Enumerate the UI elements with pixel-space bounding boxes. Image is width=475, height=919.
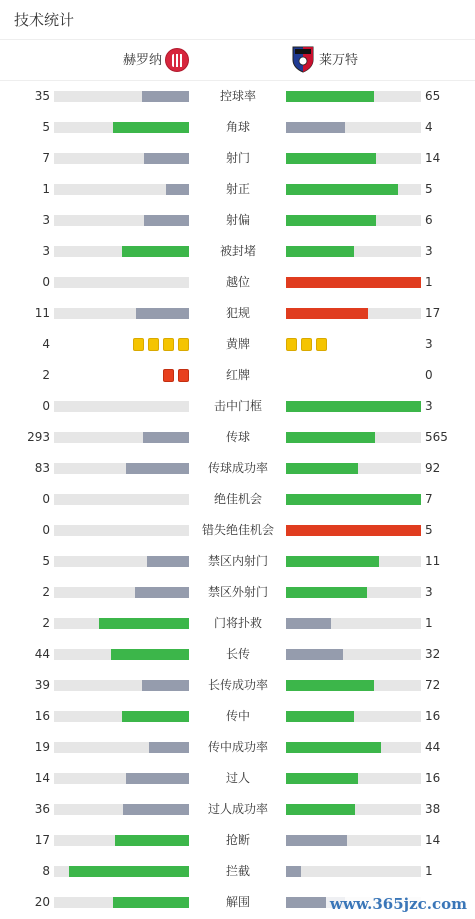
stats-list <box>0 81 475 918</box>
home-bar-fill <box>123 804 189 815</box>
home-bar-track <box>54 742 189 753</box>
home-bar-track <box>54 680 189 691</box>
stat-row <box>0 546 475 577</box>
stat-label: 过人成功率 <box>207 802 268 816</box>
away-bar-fill <box>286 587 367 598</box>
away-bar-fill <box>286 494 421 505</box>
away-value: 565 <box>425 430 448 444</box>
watermark: www.365jzc.com <box>326 893 471 915</box>
stat-row <box>0 577 475 608</box>
red-card-icon <box>178 369 189 382</box>
away-bar-fill <box>286 649 343 660</box>
page-title: 技术统计 <box>14 11 75 29</box>
away-bar-track <box>286 153 421 164</box>
home-bar-fill <box>166 184 189 195</box>
stat-label: 红牌 <box>225 368 250 382</box>
away-bar-track <box>286 494 421 505</box>
home-value: 83 <box>34 461 50 475</box>
away-bar-fill <box>286 742 381 753</box>
home-bar-track <box>54 215 189 226</box>
stats-header <box>0 0 475 40</box>
home-value: 2 <box>42 616 50 630</box>
home-red-cards <box>163 369 189 382</box>
away-bar-fill <box>286 804 355 815</box>
home-yellow-cards <box>133 338 189 351</box>
home-value: 44 <box>34 647 50 661</box>
away-bar-fill <box>286 618 331 629</box>
home-bar-track <box>54 897 189 908</box>
away-value: 38 <box>425 802 441 816</box>
away-yellow-cards <box>286 338 327 351</box>
home-bar-fill <box>99 618 189 629</box>
home-bar-track <box>54 184 189 195</box>
away-value: 4 <box>425 120 433 134</box>
home-value: 11 <box>34 306 50 320</box>
home-value: 8 <box>42 864 50 878</box>
stat-row <box>0 701 475 732</box>
away-bar-fill <box>286 835 347 846</box>
away-bar-track <box>286 835 421 846</box>
home-bar-fill <box>69 866 189 877</box>
home-value: 16 <box>34 709 50 723</box>
stat-label: 射门 <box>225 151 250 165</box>
team-header <box>0 40 475 81</box>
away-value: 65 <box>425 89 441 103</box>
stat-label: 抢断 <box>225 833 250 847</box>
away-bar-fill <box>286 556 379 567</box>
home-bar-track <box>54 432 189 443</box>
stat-row <box>0 329 475 360</box>
away-team-crest-icon <box>292 46 314 73</box>
home-bar-track <box>54 91 189 102</box>
home-bar-track <box>54 246 189 257</box>
stat-label: 长传成功率 <box>207 678 268 692</box>
home-bar-fill <box>149 742 190 753</box>
away-value: 3 <box>425 337 433 351</box>
home-bar-fill <box>113 897 189 908</box>
home-value: 5 <box>42 554 50 568</box>
stat-label: 被封堵 <box>219 244 256 258</box>
stat-row <box>0 81 475 112</box>
home-bar-fill <box>126 463 189 474</box>
stat-label: 拦截 <box>225 864 250 878</box>
away-value: 32 <box>425 647 441 661</box>
home-value: 5 <box>42 120 50 134</box>
home-bar-fill <box>115 835 189 846</box>
home-value: 39 <box>34 678 50 692</box>
stat-row <box>0 205 475 236</box>
home-value: 1 <box>42 182 50 196</box>
home-bar-track <box>54 711 189 722</box>
home-bar-track <box>54 587 189 598</box>
away-value: 92 <box>425 461 441 475</box>
away-value: 7 <box>425 492 433 506</box>
stat-row <box>0 794 475 825</box>
away-bar-track <box>286 649 421 660</box>
home-bar-track <box>54 835 189 846</box>
stat-label: 错失绝佳机会 <box>201 523 274 537</box>
away-bar-track <box>286 587 421 598</box>
yellow-card-icon <box>301 338 312 351</box>
away-value: 16 <box>425 709 441 723</box>
away-bar-fill <box>286 91 374 102</box>
stat-row <box>0 236 475 267</box>
home-bar-track <box>54 525 189 536</box>
away-value: 5 <box>425 182 433 196</box>
away-bar-track <box>286 742 421 753</box>
home-bar-track <box>54 618 189 629</box>
stat-row <box>0 639 475 670</box>
away-bar-track <box>286 711 421 722</box>
home-bar-fill <box>122 711 190 722</box>
stat-label: 击中门框 <box>213 399 262 413</box>
home-bar-fill <box>122 246 190 257</box>
away-value: 14 <box>425 151 441 165</box>
home-bar-track <box>54 401 189 412</box>
yellow-card-icon <box>178 338 189 351</box>
home-bar-track <box>54 308 189 319</box>
stat-row <box>0 825 475 856</box>
stat-row <box>0 298 475 329</box>
stat-label: 控球率 <box>219 89 256 103</box>
stat-label: 越位 <box>225 275 250 289</box>
stat-row <box>0 763 475 794</box>
away-bar-fill <box>286 463 358 474</box>
home-bar-fill <box>126 773 189 784</box>
home-value: 14 <box>34 771 50 785</box>
away-value: 72 <box>425 678 441 692</box>
home-value: 19 <box>34 740 50 754</box>
away-value: 11 <box>425 554 441 568</box>
stat-label: 角球 <box>225 120 250 134</box>
stat-row <box>0 732 475 763</box>
away-value: 16 <box>425 771 441 785</box>
stat-label: 传中 <box>225 709 250 723</box>
home-value: 2 <box>42 585 50 599</box>
away-bar-track <box>286 91 421 102</box>
stat-row <box>0 453 475 484</box>
stat-row <box>0 484 475 515</box>
away-bar-fill <box>286 680 374 691</box>
stat-label: 射正 <box>225 182 250 196</box>
away-bar-track <box>286 246 421 257</box>
away-bar-fill <box>286 308 368 319</box>
away-value: 0 <box>425 368 433 382</box>
away-bar-fill <box>286 525 421 536</box>
yellow-card-icon <box>133 338 144 351</box>
away-bar-track <box>286 215 421 226</box>
stat-row <box>0 360 475 391</box>
away-bar-track <box>286 804 421 815</box>
home-bar-track <box>54 494 189 505</box>
away-bar-track <box>286 122 421 133</box>
stat-label: 禁区内射门 <box>207 554 268 568</box>
away-bar-fill <box>286 432 375 443</box>
stat-row <box>0 670 475 701</box>
home-bar-fill <box>136 308 189 319</box>
stat-row <box>0 391 475 422</box>
home-bar-fill <box>135 587 189 598</box>
yellow-card-icon <box>148 338 159 351</box>
home-value: 20 <box>34 895 50 909</box>
away-bar-fill <box>286 122 345 133</box>
home-value: 0 <box>42 399 50 413</box>
away-bar-track <box>286 525 421 536</box>
away-bar-track <box>286 680 421 691</box>
away-value: 3 <box>425 244 433 258</box>
home-bar-track <box>54 649 189 660</box>
away-bar-track <box>286 184 421 195</box>
stat-label: 绝佳机会 <box>213 492 262 506</box>
stat-label: 传中成功率 <box>207 740 268 754</box>
home-bar-fill <box>147 556 189 567</box>
away-bar-fill <box>286 215 376 226</box>
home-value: 293 <box>27 430 50 444</box>
home-bar-fill <box>144 215 189 226</box>
away-bar-track <box>286 401 421 412</box>
stat-label: 射偏 <box>225 213 250 227</box>
away-value: 3 <box>425 585 433 599</box>
away-value: 6 <box>425 213 433 227</box>
home-bar-fill <box>113 122 189 133</box>
stat-label: 犯规 <box>225 306 250 320</box>
away-bar-track <box>286 432 421 443</box>
stat-label: 门将扑救 <box>213 616 262 630</box>
away-bar-track <box>286 866 421 877</box>
stat-row <box>0 174 475 205</box>
stat-label: 传球成功率 <box>207 461 268 475</box>
stat-row <box>0 608 475 639</box>
away-bar-fill <box>286 773 358 784</box>
home-bar-track <box>54 804 189 815</box>
away-value: 5 <box>425 523 433 537</box>
away-bar-track <box>286 556 421 567</box>
stat-label: 解围 <box>225 895 250 909</box>
yellow-card-icon <box>316 338 327 351</box>
home-bar-fill <box>142 91 189 102</box>
away-bar-fill <box>286 277 421 288</box>
home-value: 3 <box>42 244 50 258</box>
home-bar-track <box>54 463 189 474</box>
home-team-crest-icon <box>165 48 189 72</box>
home-bar-track <box>54 153 189 164</box>
home-value: 3 <box>42 213 50 227</box>
away-team-name: 莱万特 <box>319 53 359 68</box>
away-bar-fill <box>286 866 301 877</box>
home-bar-fill <box>144 153 189 164</box>
away-bar-track <box>286 277 421 288</box>
away-value: 1 <box>425 275 433 289</box>
home-value: 4 <box>42 337 50 351</box>
home-value: 17 <box>34 833 50 847</box>
away-value: 44 <box>425 740 441 754</box>
home-bar-fill <box>111 649 189 660</box>
yellow-card-icon <box>163 338 174 351</box>
stat-row <box>0 856 475 887</box>
home-team-name: 赫罗纳 <box>122 53 162 68</box>
home-bar-track <box>54 866 189 877</box>
stat-label: 长传 <box>225 647 250 661</box>
stat-row <box>0 515 475 546</box>
away-bar-track <box>286 618 421 629</box>
home-value: 0 <box>42 492 50 506</box>
home-bar-track <box>54 122 189 133</box>
stat-row <box>0 112 475 143</box>
home-value: 2 <box>42 368 50 382</box>
stat-row <box>0 143 475 174</box>
away-bar-track <box>286 308 421 319</box>
away-bar-fill <box>286 246 354 257</box>
home-bar-track <box>54 556 189 567</box>
away-bar-fill <box>286 711 354 722</box>
home-value: 0 <box>42 275 50 289</box>
home-value: 36 <box>34 802 50 816</box>
away-bar-fill <box>286 153 376 164</box>
home-bar-fill <box>143 432 189 443</box>
stat-label: 禁区外射门 <box>207 585 268 599</box>
away-value: 1 <box>425 864 433 878</box>
home-bar-track <box>54 277 189 288</box>
home-value: 0 <box>42 523 50 537</box>
away-bar-fill <box>286 184 398 195</box>
away-value: 1 <box>425 616 433 630</box>
stat-label: 黄牌 <box>225 337 250 351</box>
stat-label: 传球 <box>225 430 250 444</box>
home-bar-fill <box>142 680 189 691</box>
home-bar-track <box>54 773 189 784</box>
stat-row <box>0 422 475 453</box>
stat-row <box>0 267 475 298</box>
home-value: 35 <box>34 89 50 103</box>
away-value: 14 <box>425 833 441 847</box>
away-bar-fill <box>286 401 421 412</box>
yellow-card-icon <box>286 338 297 351</box>
away-bar-track <box>286 773 421 784</box>
home-value: 7 <box>42 151 50 165</box>
stat-label: 过人 <box>225 771 250 785</box>
away-value: 3 <box>425 399 433 413</box>
away-value: 17 <box>425 306 441 320</box>
red-card-icon <box>163 369 174 382</box>
away-bar-track <box>286 463 421 474</box>
